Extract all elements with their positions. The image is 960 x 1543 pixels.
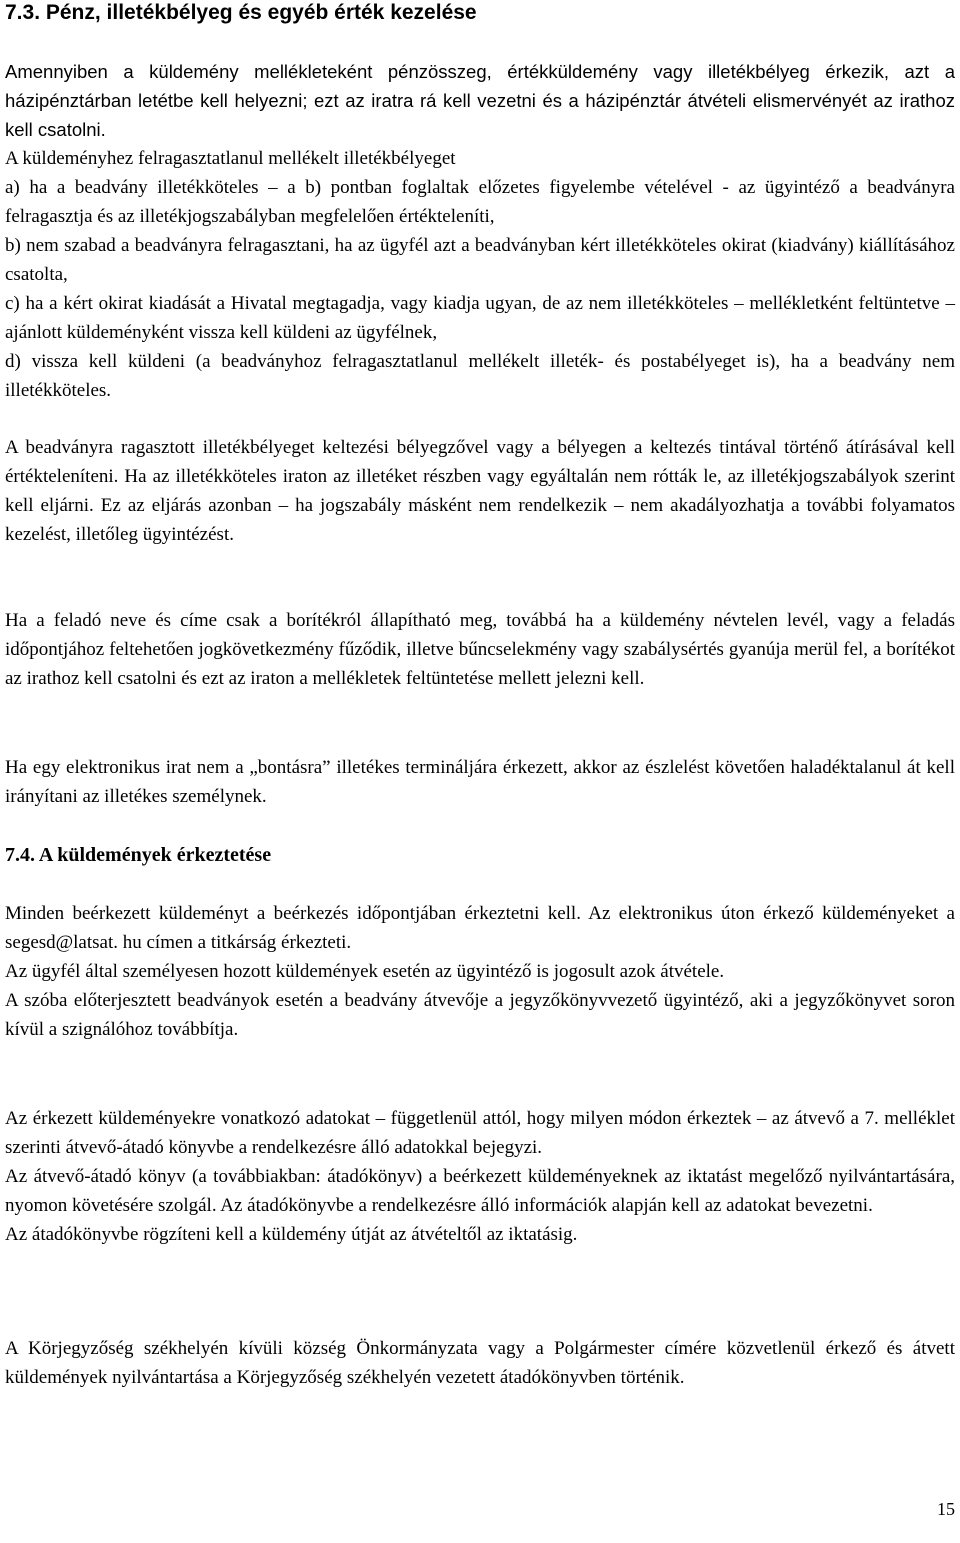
registration-block (5, 899, 955, 1044)
registration-text-3: A szóba előterjesztett beadványok esetén a beadvány átvevője a jegyzőkönyvvezető ügyintéző, aki a jegyzőkönyvet soron kívül a szignálóhoz továbbítja. (5, 990, 955, 1040)
data-entry-text-3: Az átadókönyvbe rögzíteni kell a küldemény útját az átvételtől az iktatásig. (5, 1224, 578, 1245)
stamp-intro-text: A küldeményhez felragasztatlanul mellékelt illetékbélyeget (5, 148, 456, 169)
item-b-text: b) nem szabad a beadványra felragasztani, ha az ügyfél azt a beadványban kért illetékköteles okirat (kiadvány) kiállításához csatolta, (5, 235, 955, 285)
registration-text-1: Minden beérkezett küldeményt a beérkezés időpontjában érkeztetni kell. Az elektronikus úton érkező küldeményeket a segesd@latsat. hu címen a titkárság érkezteti. (5, 903, 955, 953)
sender-paragraph (5, 606, 955, 693)
stamp-cancellation-text: A beadványra ragasztott illetékbélyeget keltezési bélyegzővel vagy a bélyegen a keltezés tintával történő átírásával kell értékteleníteni. Ha az illetékköteles iraton az illetéket részben vagy egyáltalán nem rótták le, az illetékjogszabályok szerint kell eljárni. Ez az eljárás azonban – ha jogszabály másként nem rendelkezik – nem akadályozhatja a további folyamatos kezelést, illetőleg ügyintézést. (5, 437, 955, 545)
item-a-text: a) ha a beadvány illetékköteles – a b) pontban foglaltak előzetes figyelembe vételével - az ügyintéző a beadványra felragasztja és az illetékjogszabályban megfelelően értékteleníti, (5, 177, 955, 227)
electronic-paragraph (5, 753, 955, 811)
data-entry-text-1: Az érkezett küldeményekre vonatkozó adatokat – függetlenül attól, hogy milyen módon érkeztek – az átvevő a 7. melléklet szerinti átvevő-átadó könyvbe a rendelkezésre álló adatokkal bejegyzi. (5, 1108, 955, 1158)
stamp-cancellation-paragraph (5, 433, 955, 549)
intro-paragraph (5, 57, 955, 144)
notary-office-text: A Körjegyzőség székhelyén kívüli község Önkormányzata vagy a Polgármester címére közvetlenül érkező és átvett küldemények nyilvántartása a Körjegyzőség székhelyén vezetett átadókönyvben történik. (5, 1338, 955, 1388)
page-number: 15 (937, 1499, 955, 1519)
electronic-text: Ha egy elektronikus irat nem a „bontásra” illetékes termináljára érkezett, akkor az észlelést követően haladéktalanul át kell irányítani az illetékes személynek. (5, 757, 955, 807)
section-heading-7-3: 7.3. Pénz, illetékbélyeg és egyéb érték kezelése (5, 1, 477, 24)
registration-text-2: Az ügyfél által személyesen hozott küldemények esetén az ügyintéző is jogosult azok átvétele. (5, 961, 725, 982)
stamp-rules-block (5, 144, 955, 405)
data-entry-text-2: Az átvevő-átadó könyv (a továbbiakban: átadókönyv) a beérkezett küldeményeknek az iktatást megelőző nyilvántartására, nyomon követésére szolgál. Az átadókönyvbe a rendelkezésre álló információk alapján kell az adatokat bevezetni. (5, 1166, 955, 1216)
data-entry-block (5, 1104, 955, 1249)
item-d-text: d) vissza kell küldeni (a beadványhoz felragasztatlanul mellékelt illeték- és postabélyeget is), ha a beadvány nem illetékköteles. (5, 351, 955, 401)
notary-office-paragraph (5, 1334, 955, 1392)
intro-text: Amennyiben a küldemény mellékleteként pénzösszeg, értékküldemény vagy illetékbélyeg érkezik, azt a házipénztárban letétbe kell helyezni; ezt az iratra rá kell vezetni és a házipénztár átvételi elismervényét az irathoz kell csatolni. (5, 61, 955, 140)
item-c-text: c) ha a kért okirat kiadását a Hivatal megtagadja, vagy kiadja ugyan, de az nem illetékköteles – mellékletként feltüntetve – ajánlott küldeményként vissza kell küldeni az ügyfélnek, (5, 293, 955, 343)
sender-text: Ha a feladó neve és címe csak a borítékról állapítható meg, továbbá ha a küldemény névtelen levél, vagy a feladás időpontjához feltehetően jogkövetkezmény fűződik, illetve bűncselekmény vagy szabálysértés gyanúja merül fel, a borítékot az irathoz kell csatolni és ezt az iraton a mellékletek feltüntetése mellett jelezni kell. (5, 610, 955, 689)
section-heading-7-4: 7.4. A küldemények érkeztetése (5, 844, 272, 866)
